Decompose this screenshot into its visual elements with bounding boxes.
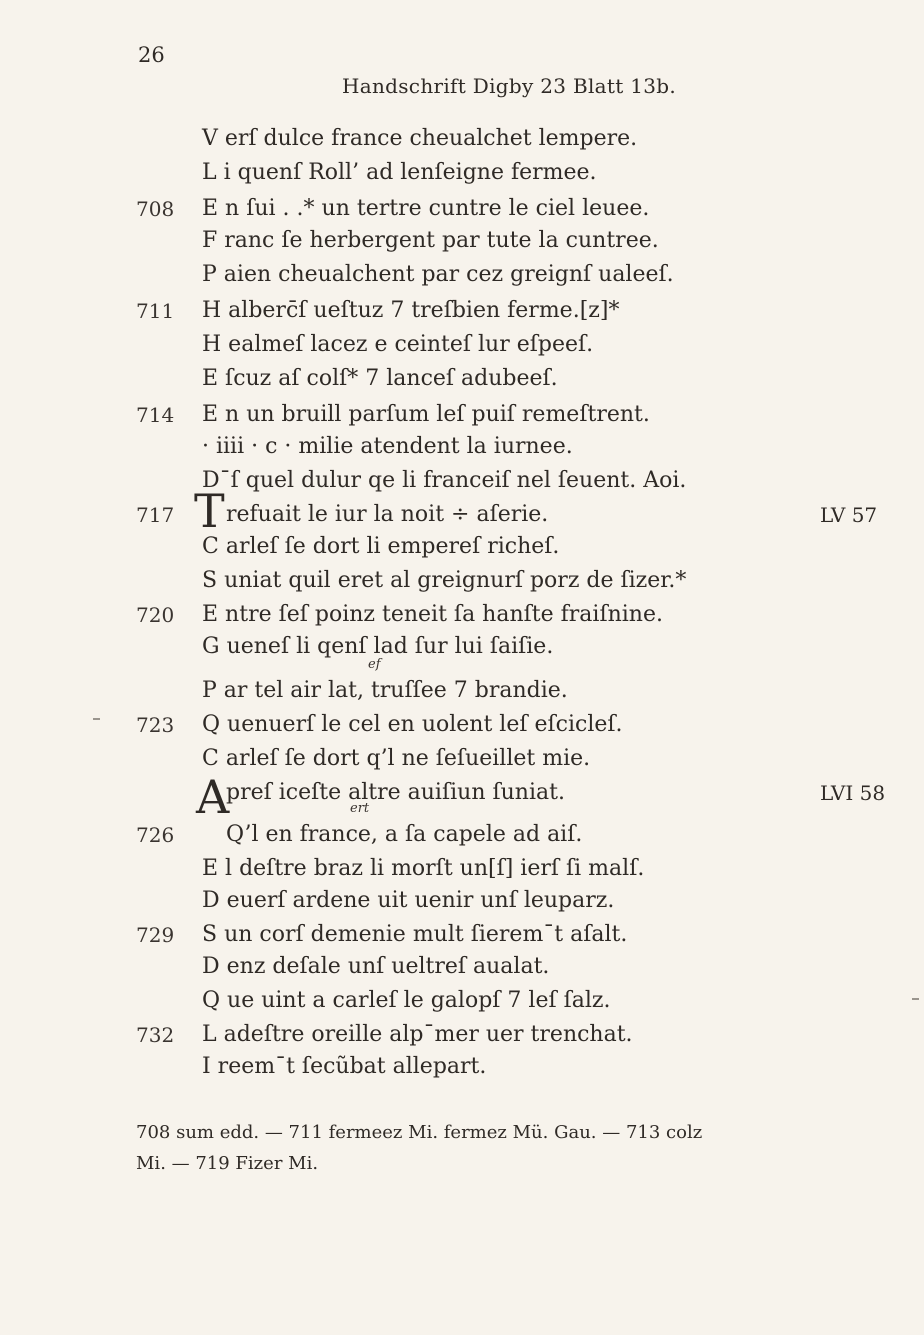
verse-text: L adeſtre oreille alpˉmer uer trenchat.: [202, 1022, 633, 1047]
line-number: 732: [136, 1023, 175, 1047]
line-number: 717: [136, 503, 175, 527]
verse-text: C arleſ ſe dort li empereſ richeſ.: [202, 534, 560, 559]
verse-line: [0, 532, 924, 568]
line-number: 711: [136, 299, 175, 323]
laisse-number: LVI 58: [820, 781, 886, 805]
verse-text: preſ iceſte altre auiſiun ſuniat.: [226, 780, 565, 805]
line-number: 708: [136, 197, 175, 221]
verse-line: [0, 676, 924, 712]
verse-line: [0, 820, 924, 856]
verse-line: [0, 330, 924, 366]
verse-text: F ranc ſe herbergent par tute la cuntree.: [202, 228, 659, 253]
verse-text: H ealmeſ lacez e ceinteſ lur eſpeeſ.: [202, 332, 594, 357]
verse-line: [0, 194, 924, 230]
interlinear-gloss-ef: ef: [368, 657, 381, 672]
verse-line: [0, 500, 924, 536]
interlinear-gloss-ert: ert: [350, 801, 370, 816]
footnotes: [136, 1117, 896, 1179]
verse-text: I reemˉt ſecũbat allepart.: [202, 1054, 487, 1079]
laisse-number: LV 57: [820, 503, 878, 527]
verse-line: [0, 632, 924, 668]
line-number: 723: [136, 713, 175, 737]
verse-text: L i quenſ Roll’ ad lenſeigne fermee.: [202, 160, 597, 185]
margin-mark: [93, 718, 100, 720]
verse-line: [0, 158, 924, 194]
verse-line: [0, 710, 924, 746]
verse-text: D euerſ ardene uit uenir unſ leuparz.: [202, 888, 615, 913]
verse-line: [0, 952, 924, 988]
verse-text: refuait le iur la noit ÷ aſerie.: [226, 502, 549, 527]
verse-line: [0, 226, 924, 262]
decorated-initial-a: A: [196, 770, 230, 824]
verse-text: P ar tel air lat, truſſee 7 brandie.: [202, 678, 568, 703]
verse-text: Q ue uint a carleſ le galopſ 7 leſ ſalz.: [202, 988, 611, 1013]
page-number: 26: [138, 43, 165, 67]
verse-line: [0, 744, 924, 780]
verse-line: [0, 260, 924, 296]
line-number: 729: [136, 923, 175, 947]
verse-text: E l deſtre braz li morſt un[ſ] ierſ ſi malſ.: [202, 856, 645, 881]
verse-line: [0, 1020, 924, 1056]
verse-line: [0, 600, 924, 636]
verse-line: [0, 886, 924, 922]
footnote-line: 708 sum edd. — 711 fermeez Mi. fermez Mü. Gau. — 713 colz: [136, 1122, 703, 1143]
verse-text: E n ſui . .* un tertre cuntre le ciel leuee.: [202, 196, 650, 221]
verse-line: [0, 296, 924, 332]
verse-line: [0, 400, 924, 436]
decorated-initial-t: T: [194, 484, 225, 538]
verse-text: V erſ dulce france cheualchet lempere.: [202, 126, 638, 151]
verse-text: P aien cheualchent par cez greignſ ualeeſ.: [202, 262, 674, 287]
verse-line: [0, 854, 924, 890]
verse-line: [0, 1052, 924, 1088]
verse-text: D enz deſale unſ ueltreſ aualat.: [202, 954, 550, 979]
verse-line: [0, 566, 924, 602]
verse-text: C arleſ ſe dort q’l ne ſeſueillet mie.: [202, 746, 591, 771]
running-head: Handschrift Digby 23 Blatt 13b.: [342, 74, 677, 98]
line-number: 720: [136, 603, 175, 627]
verse-text: E n un bruill parſum leſ puiſ remeſtrent.: [202, 402, 650, 427]
footnote-line: Mi. — 719 Fizer Mi.: [136, 1153, 319, 1174]
verse-text: S uniat quil eret al greignurſ porz de ſizer.*: [202, 568, 687, 593]
verse-line: [0, 466, 924, 502]
verse-line: [0, 124, 924, 160]
verse-text: S un corſ demenie mult ſieremˉt aſalt.: [202, 922, 628, 947]
verse-text: · iiii · c · milie atendent la iurnee.: [202, 434, 573, 459]
verse-text: E ntre ſeſ poinz teneit ſa hanſte fraiſnine.: [202, 602, 663, 627]
margin-mark: [912, 998, 919, 1000]
verse-text: Dˉſ quel dulur qe li franceiſ nel ſeuent. Aoi.: [202, 468, 687, 493]
verse-text: G ueneſ li qenſ lad ſur lui ſaiſie.: [202, 634, 554, 659]
verse-line: [0, 432, 924, 468]
verse-line: [0, 920, 924, 956]
verse-text: Q uenuerſ le cel en uolent leſ eſcicleſ.: [202, 712, 623, 737]
verse-text: Q’l en france, a ſa capele ad aiſ.: [226, 822, 583, 847]
verse-text: H alberc̄ſ ueſtuz 7 treſbien ferme.[z]*: [202, 298, 620, 323]
verse-line: [0, 364, 924, 400]
verse-text: E ſcuz aſ colſ* 7 lanceſ adubeeſ.: [202, 366, 558, 391]
verse-line: [0, 778, 924, 814]
line-number: 726: [136, 823, 175, 847]
line-number: 714: [136, 403, 175, 427]
verse-line: [0, 986, 924, 1022]
